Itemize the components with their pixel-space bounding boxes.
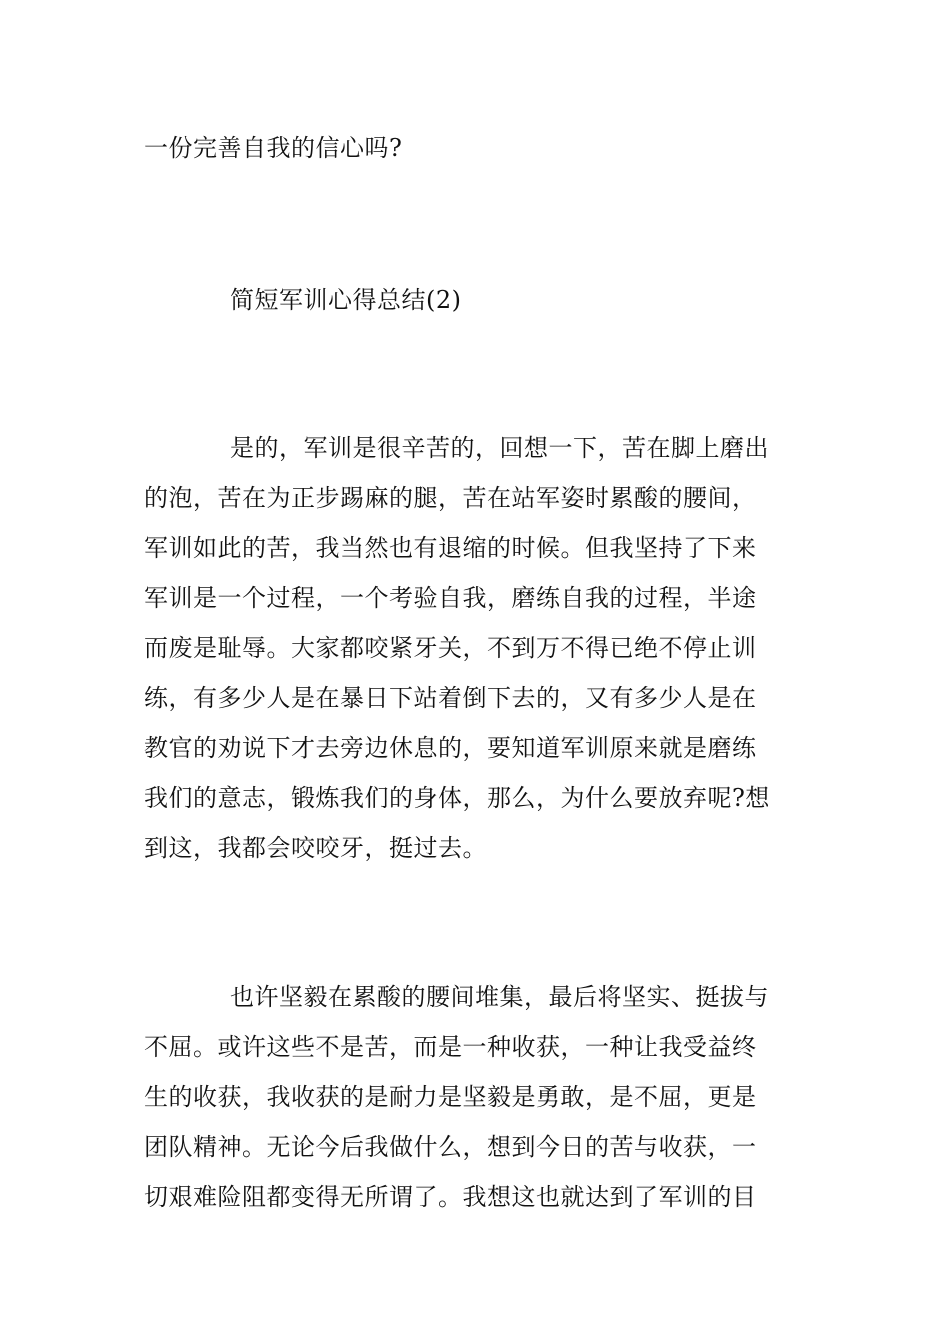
paragraph-line: 也许坚毅在累酸的腰间堆集，最后将坚实、挺拔与	[230, 983, 769, 1011]
paragraph-line: 到这，我都会咬咬牙，挺过去。	[144, 834, 487, 862]
paragraph-line: 军训如此的苦，我当然也有退缩的时候。但我坚持了下来	[144, 534, 757, 562]
paragraph-line: 生的收获，我收获的是耐力是坚毅是勇敢，是不屈，更是	[144, 1083, 757, 1111]
paragraph-line: 军训是一个过程，一个考验自我，磨练自我的过程，半途	[144, 584, 757, 612]
previous-page-fragment: 一份完善自我的信心吗?	[144, 134, 403, 162]
paragraph-line: 而废是耻辱。大家都咬紧牙关，不到万不得已绝不停止训	[144, 634, 757, 662]
paragraph-line: 我们的意志，锻炼我们的身体，那么，为什么要放弃呢?想	[144, 784, 770, 812]
paragraph-line: 教官的劝说下才去旁边休息的，要知道军训原来就是磨练	[144, 734, 757, 762]
paragraph-line: 的泡，苦在为正步踢麻的腿，苦在站军姿时累酸的腰间，	[144, 484, 757, 512]
paragraph-line: 切艰难险阻都变得无所谓了。我想这也就达到了军训的目	[144, 1183, 757, 1211]
paragraph-line: 是的，军训是很辛苦的，回想一下，苦在脚上磨出	[230, 434, 769, 462]
paragraph-line: 练，有多少人是在暴日下站着倒下去的，又有多少人是在	[144, 684, 757, 712]
paragraph-line: 不屈。或许这些不是苦，而是一种收获，一种让我受益终	[144, 1033, 757, 1061]
paragraph-line: 团队精神。无论今后我做什么，想到今日的苦与收获，一	[144, 1133, 757, 1161]
section-title: 简短军训心得总结(2)	[230, 286, 462, 314]
